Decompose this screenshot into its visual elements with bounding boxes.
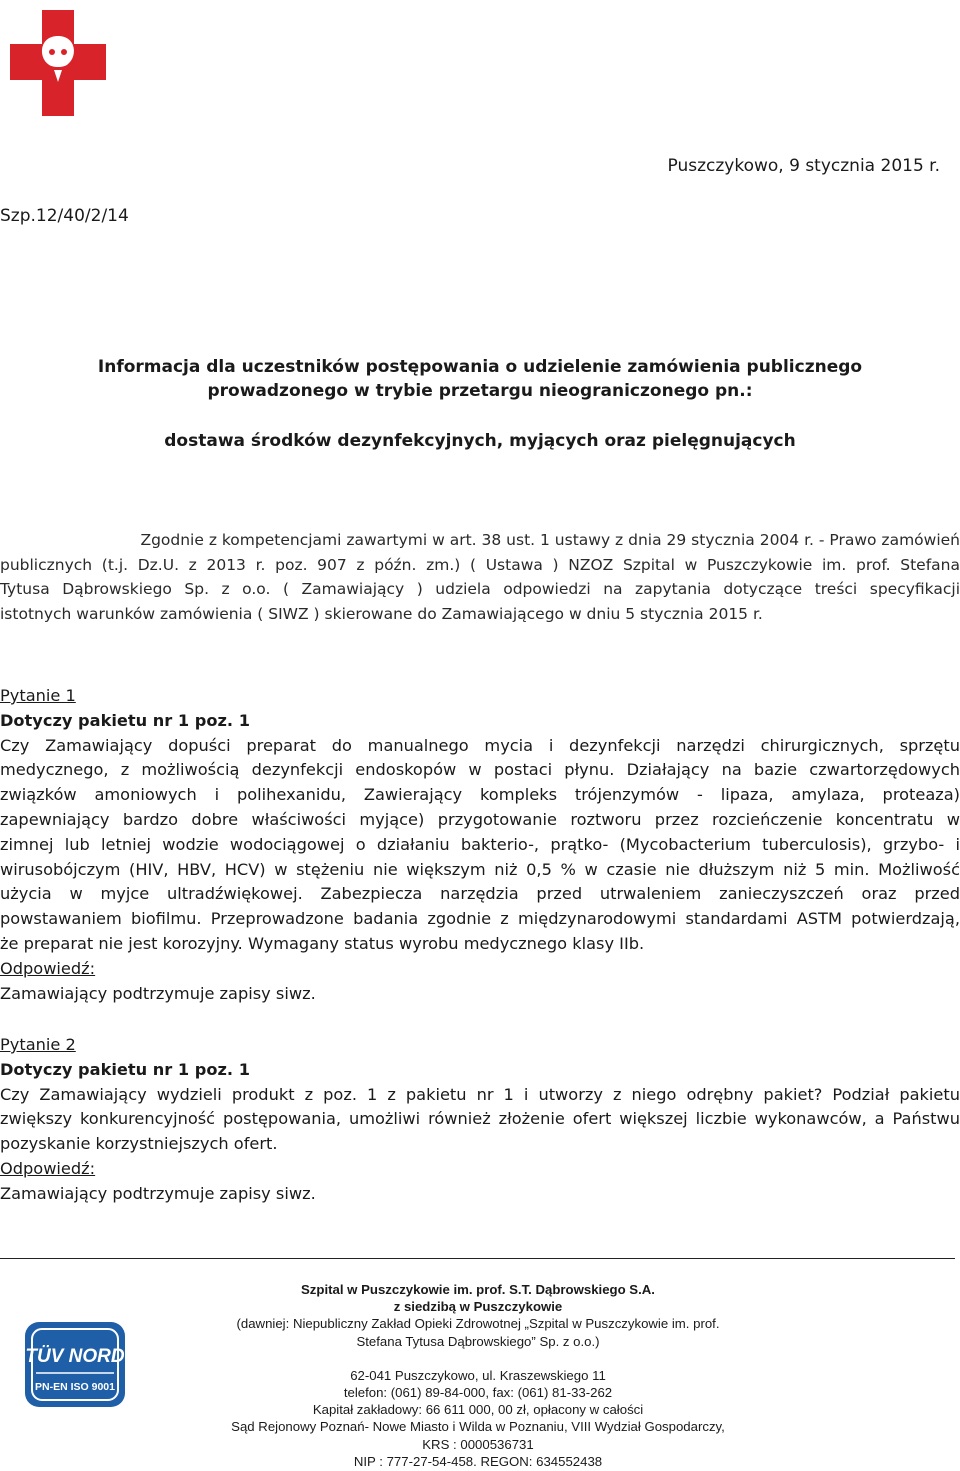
company-footer [188, 1281, 768, 1470]
question-title: Pytanie 2 [0, 1035, 76, 1054]
answer-label: Odpowiedź: [0, 1158, 96, 1178]
question-subtitle: Dotyczy pakietu nr 1 poz. 1 [0, 710, 250, 730]
question-line: zwiększy konkurencyjność postępowania, umożliwi również złożenie ofert większej liczbie wykonawców, a Państwu [0, 1109, 960, 1129]
question-line: Czy Zamawiający dopuści preparat do manualnego mycia i dezynfekcji narzędzi chirurgicznych, sprzętu [0, 735, 960, 755]
krs-number: KRS : 0000536731 [422, 1436, 534, 1452]
title-line-2: prowadzonego w trybie przetargu nieograniczonego pn.: [207, 381, 753, 401]
share-capital: Kapitał zakładowy: 66 611 000, 00 zł, opłacony w całości [312, 1402, 644, 1418]
company-phone: telefon: (061) 89-84-000, fax: (061) 81-33-262 [343, 1385, 613, 1401]
question-text [0, 734, 960, 957]
answer-label: Odpowiedź: [0, 958, 96, 978]
question-line: pozyskanie korzystniejszych ofert. [0, 1134, 278, 1154]
question-title: Pytanie 1 [0, 686, 76, 705]
tuv-nord-certification-logo [20, 1317, 130, 1412]
company-name: Szpital w Puszczykowie im. prof. S.T. Dąbrowskiego S.A. [301, 1282, 655, 1297]
tuv-brand-text: TÜV NORD [25, 1346, 125, 1367]
intro-line: Tytusa Dąbrowskiego Sp. z o.o. ( Zamawiający ) udziela odpowiedzi na zapytania dotyczące treści specyfikacji [0, 580, 960, 598]
question-line: że preparat nie jest korozyjny. Wymagany status wyrobu medycznego klasy IIb. [0, 933, 645, 953]
subject-title: dostawa środków dezynfekcyjnych, myjących oraz pielęgnujących [164, 431, 796, 451]
intro-paragraph [0, 528, 960, 626]
company-address: 62-041 Puszczykowo, ul. Kraszewskiego 11 [350, 1367, 606, 1383]
intro-line: istotnych warunków zamówienia ( SIWZ ) skierowane do Zamawiającego w dniu 5 stycznia 2015 r. [0, 604, 763, 623]
question-2 [0, 1033, 960, 1207]
question-line: medycznego, z możliwością dezynfekcji endoskopów w postaci płynu. Działający na bazie czwartorzędowych [0, 760, 960, 780]
question-1 [0, 684, 960, 1006]
intro-line: Zgodnie z kompetencjami zawartymi w art. 38 ust. 1 ustawy z dnia 29 stycznia 2004 r. - Prawo zamówień [140, 531, 960, 549]
hospital-logo [8, 8, 108, 118]
question-line: wirusobójczym (HIV, HBV, HCV) w stężeniu nie większym niż 0,5 % w czasie nie dłuższym niż 5 min. Możliwość [0, 859, 960, 879]
former-name-line-1: (dawniej: Niepubliczny Zakład Opieki Zdrowotnej „Szpital w Puszczykowie im. prof. [236, 1316, 720, 1332]
intro-line: publicznych (t.j. Dz.U. z 2013 r. poz. 907 z późn. zm.) ( Ustawa ) NZOZ Szpital w Puszczykowie im. prof. Stefana [0, 555, 960, 574]
answer-text: Zamawiający podtrzymuje zapisy siwz. [0, 983, 316, 1003]
answer-text: Zamawiający podtrzymuje zapisy siwz. [0, 1183, 316, 1203]
footer-divider [0, 1258, 955, 1259]
title-line-1: Informacja dla uczestników postępowania o udzielenie zamówienia publicznego [97, 357, 863, 377]
registry-court: Sąd Rejonowy Poznań- Nowe Miasto i Wilda w Poznaniu, VIII Wydział Gospodarczy, [231, 1419, 725, 1435]
reference-number: Szp.12/40/2/14 [0, 206, 129, 226]
nip-regon: NIP : 777-27-54-458. REGON: 634552438 [353, 1453, 603, 1469]
company-seat: z siedzibą w Puszczykowie [393, 1299, 563, 1315]
question-line: użycia w myjce ultradźwiękowej. Zabezpiecza narzędzia przed utrwaleniem zanieczyszczeń oraz przed [0, 884, 960, 904]
question-line: powstawaniem biofilmu. Przeprowadzone badania zgodnie z międzynarodowymi standardami ASTM potwierdzają, [0, 909, 960, 929]
question-line: zimnej lub letniej wodzie wodociągowej o działaniu bakterio-, prątko- (Mycobacterium tuberculosis), grzybo- i [0, 834, 960, 854]
iso-standard-text: PN-EN ISO 9001 [35, 1381, 115, 1393]
footer-spacer [188, 1350, 768, 1367]
former-name-line-2: Stefana Tytusa Dąbrowskiego” Sp. z o.o.) [356, 1333, 600, 1349]
question-line: Czy Zamawiający wydzieli produkt z poz. 1 z pakietu nr 1 i utworzy z niego odrębny pakiet? Podział pakietu [0, 1084, 960, 1104]
question-line: zapewniający bardzo dobre właściwości myjące) przygotowanie roztworu przez rozcieńczenie koncentratu w [0, 809, 960, 829]
certification-badge-icon [20, 1317, 130, 1412]
question-subtitle: Dotyczy pakietu nr 1 poz. 1 [0, 1059, 250, 1079]
document-date: Puszczykowo, 9 stycznia 2015 r. [667, 156, 940, 176]
question-line: związków amoniowych i polihexanidu, Zawierający kompleks trójenzymów - lipaza, amylaza, proteaza) [0, 785, 960, 805]
question-text [0, 1083, 960, 1157]
